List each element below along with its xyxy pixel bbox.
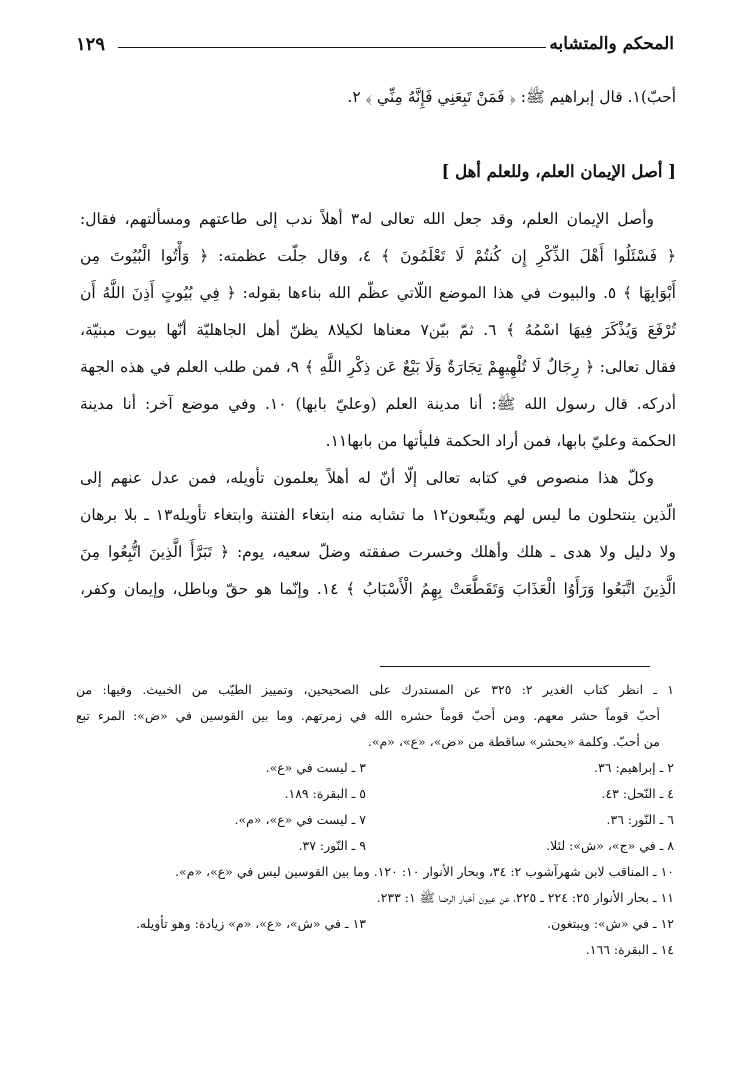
text-line-2: وأصل الإيمان العلم، وقد جعل الله تعالى له٣ أهلاً ندب إلى طاعتهم ومسألتهم، فقال: [80, 210, 654, 228]
footnote-separator [380, 666, 650, 667]
page-number: ١٢٩ [76, 34, 106, 55]
text-line-5: تُرْفَعَ وَيُذْكَرَ فِيهَا اسْمُهُ ﴾ ٦. ثمّ بيّن٧ معناها لكيلا٨ يظنّ أهل الجاهليّة أنّها بيوت مبنيّة، [80, 321, 676, 339]
footnote-1-cont-2: من أحبّ. وكلمة «يحشر» ساقطة من «ض»، «ع»، «م». [367, 734, 660, 749]
text-line-9: وكلّ هذا منصوص في كتابه تعالى إلّا أنّ له أهلاً يعلمون تأويله، فمن عدل عنهم إلى [80, 469, 654, 487]
footnote-1-cont: أحبّ قوماً حشر معهم. ومن أحبّ قوماً حشره الله في زمرتهم. وما بين القوسين في «ض»: المرء تبع [76, 708, 660, 723]
footnote-8: ٨ ـ في «ج»، «ش»: لئلا. [546, 838, 674, 853]
footnote-7: ٧ ـ ليست في «ع»، «م». [234, 812, 366, 827]
footnote-5: ٥ ـ البقرة: ١٨٩. [284, 786, 366, 801]
text-line-12: الَّذِينَ اتَّبَعُوا وَرَأَوُا الْعَذَابَ وَتَقَطَّعَتْ بِهِمُ الْأَسْبَابُ ﴾ ١٤. وإنّما هو حقّ وباطل، وإيمان وكفر، [80, 580, 676, 598]
text-line-4: أَبْوَابِهَا ﴾ ٥. والبيوت في هذا الموضع اللّاتي عظّم الله بناءها بقوله: ﴿ فِي بُيُوتٍ أَذِنَ اللَّهُ أَن [80, 284, 676, 302]
running-header [76, 34, 674, 60]
footnote-14: ١٤ ـ البقرة: ١٦٦. [585, 942, 674, 957]
text-line-3: ﴿ فَسْئَلُوا أَهْلَ الذِّكْرِ إِن كُنتُمْ لَا تَعْلَمُونَ ﴾ ٤، وقال جلّت عظمته: ﴿ وَأْتُوا الْبُيُوتَ مِن [80, 247, 676, 265]
text-line-11: ولا دليل ولا هدى ـ هلك وأهلك وخسرت صفقته وضلّ سعيه، يوم: ﴿ تَبَرَّأَ الَّذِينَ اتُّبِعُوا مِنَ [80, 543, 676, 561]
text-line-7: أدركه. قال رسول الله ﷺ: أنا مدينة العلم (وعليّ بابها) ١٠. وفي موضع آخر: أنا مدينة [80, 395, 676, 413]
footnote-4: ٤ ـ النّحل: ٤٣. [601, 786, 674, 801]
footnote-11: ١١ ـ بحار الأنوار ٢٥: ٢٢٤ ـ ٢٢٥، عن عيون أخبار الرضا ﷺ ١: ٢٣٣. [376, 890, 674, 905]
header-title: المحكم والمتشابه [549, 34, 674, 54]
footnote-13: ١٣ ـ في «ش»، «ع»، «م» زيادة: وهو تأويله. [135, 916, 366, 931]
text-line-10: الّذين ينتحلون ما ليس لهم ويتّبعون١٢ ما تشابه منه ابتغاء الفتنة وابتغاء تأويله١٣ ـ بلا برهان [80, 506, 676, 524]
footnote-3: ٣ ـ ليست في «ع». [265, 760, 366, 775]
footnote-2: ٢ ـ إبراهيم: ٣٦. [594, 760, 674, 775]
text-line-8: الحكمة وعليّ بابها، فمن أراد الحكمة فليأتها من بابها١١. [325, 432, 676, 450]
footnote-10: ١٠ ـ المناقب لابن شهرآشوب ٢: ٣٤، وبحار الأنوار ١٠: ١٢٠. وما بين القوسين ليس في «ع»، «م». [175, 864, 674, 879]
footnote-6: ٦ ـ النّور: ٣٦. [606, 812, 674, 827]
section-heading: [ أصل الإيمان العلم، وللعلم أهل ] [441, 162, 676, 181]
text-line-6: فقال تعالى: ﴿ رِجَالٌ لَا تُلْهِيهِمْ تِجَارَةٌ وَلَا بَيْعٌ عَن ذِكْرِ اللَّهِ ﴾ ٩، فمن طلب العلم في هذه الجهة [80, 358, 676, 376]
footnote-12: ١٢ ـ في «ش»: ويبتغون. [547, 916, 674, 931]
footnote-9: ٩ ـ النّور: ٣٧. [298, 838, 366, 853]
header-rule [118, 47, 546, 48]
text-line-1: أحبّ)١. قال إبراهيم ﷺ: ﴿ فَمَنْ تَبِعَنِي فَإِنَّهُ مِنِّي ﴾ ٢. [347, 88, 676, 106]
footnote-1: ١ ـ انظر كتاب الغدير ٢: ٣٢٥ عن المستدرك على الصحيحين، وتمييز الطيّب من الخبيث. وفيها: من [76, 682, 674, 697]
